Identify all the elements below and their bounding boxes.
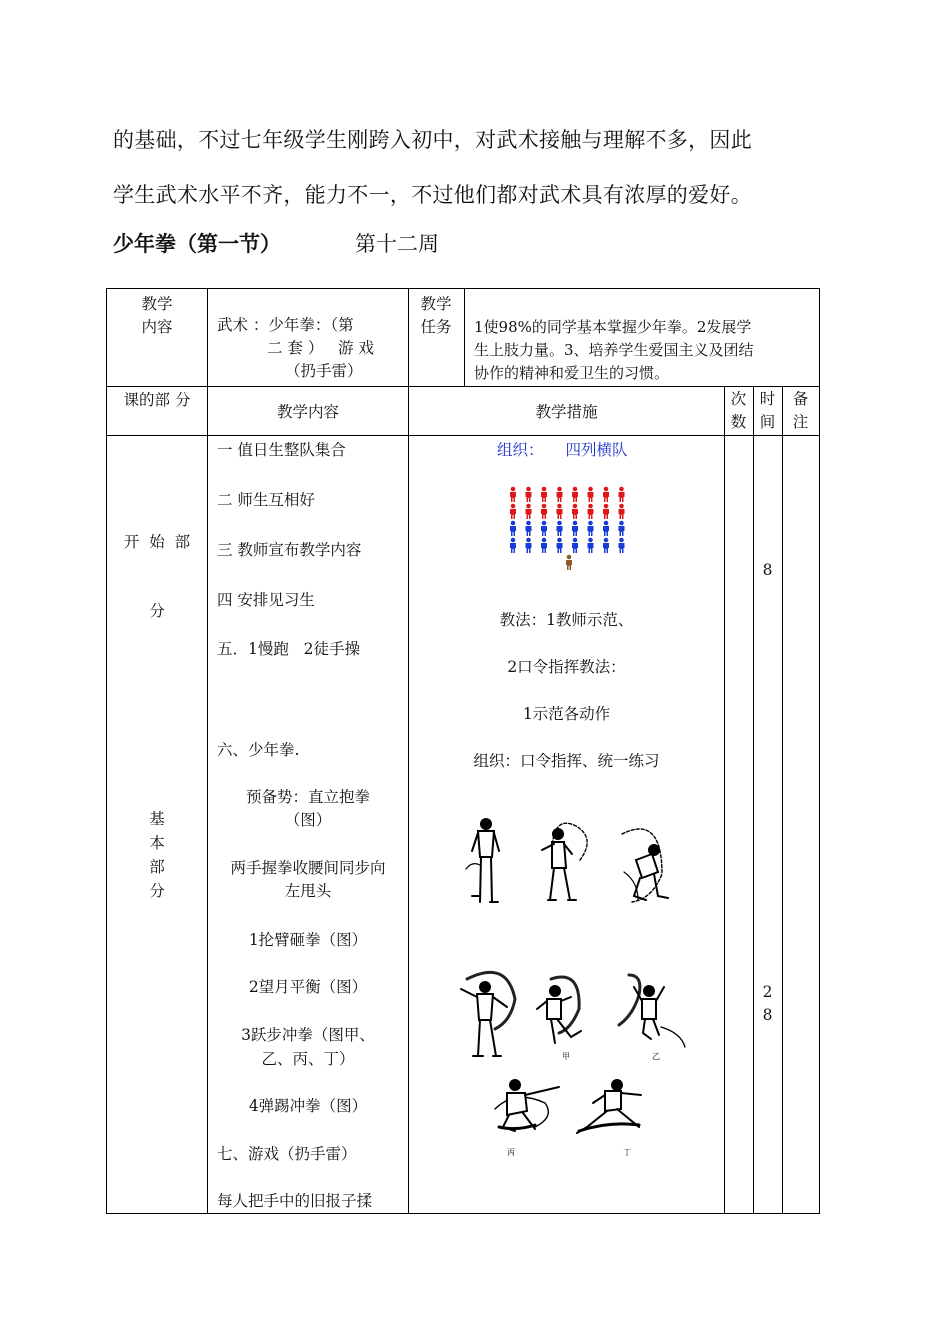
header-part: 课的部 分 [123,391,191,409]
content-item: （图） [284,811,332,829]
header-content: 教学内容 [276,403,339,421]
content-item: 一 值日生整队集合 [217,441,346,459]
header-note: 备 注 [792,390,809,431]
content-item: 六、少年拳. [217,741,300,759]
fig-label-yi: 乙 [652,1052,660,1061]
content-label: 教学 内容 [141,295,173,336]
student-figure [557,538,563,553]
student-figure [541,521,547,536]
part-start: 开 始 部 分 [123,533,191,620]
fig-label-ding: 丁 [623,1148,631,1157]
header-measures: 教学措施 [535,403,598,421]
student-figure [588,521,594,536]
student-figure [603,538,609,553]
content-item: 2望月平衡（图） [248,978,368,996]
lesson-title: 少年拳（第一节） [113,231,281,256]
student-figure [619,521,625,536]
student-figure [510,538,516,553]
org-value: 四列横队 [565,441,628,459]
method-line-1: 教法：1教师示范、 [499,611,634,629]
student-figure [572,504,578,519]
org-line-2: 组织：口令指挥、统一练习 [473,752,660,770]
student-figure [588,538,594,553]
student-figure [526,521,532,536]
wushu-figures-row-3 [487,1069,667,1159]
method-line-2: 2口令指挥教法： [507,658,626,676]
student-figure [572,521,578,536]
student-figure [588,504,594,519]
student-figure [557,487,563,502]
content-item: 七、游戏（扔手雷） [217,1145,357,1163]
intro-line-2: 学生武术水平不齐，能力不一，不过他们都对武术具有浓厚的爱好。 [113,183,752,207]
method-line-3: 1示范各动作 [522,705,611,723]
header-time: 时 间 [759,390,776,431]
fig-label-jia: 甲 [562,1052,570,1061]
part-basic: 基 本 部 分 [149,810,165,900]
time-start: 8 [762,561,773,579]
content-item: 每人把手中的旧报子揉 [217,1192,373,1210]
student-figure [526,504,532,519]
student-figure [510,487,516,502]
task-value: 1使98%的同学基本掌握少年拳。2发展学 生上肢力量。3、培养学生爱国主义及团结 协作的精神和爱卫生的习惯。 [474,318,754,382]
student-figure [572,487,578,502]
lesson-heading [113,228,439,258]
student-figure [510,504,516,519]
content-item: 三 教师宣布教学内容 [217,541,362,559]
intro-line-1: 的基础，不过七年级学生刚跨入初中，对武术接触与理解不多，因此 [113,128,752,152]
student-figure [619,487,625,502]
org-line [497,439,628,462]
student-figure [557,521,563,536]
student-figure [510,521,516,536]
student-figure [619,504,625,519]
student-figure [557,504,563,519]
content-item: 4弹踢冲拳（图） [248,1097,368,1115]
formation-diagram [507,483,637,573]
org-label: 组织： [497,441,544,459]
student-figure [572,538,578,553]
task-label: 教学 任务 [420,295,452,336]
student-figure [603,521,609,536]
header-times: 次 数 [730,390,747,431]
content-item: 1抡臂砸拳（图） [248,931,368,949]
student-figure [526,487,532,502]
content-item: 预备势：直立抱拳 [245,788,370,806]
content-item: 左甩头 [284,882,332,900]
student-figure [619,538,625,553]
time-basic: 2 8 [762,983,773,1024]
content-item: 二 师生互相好 [217,491,315,509]
teacher-figure [566,555,572,570]
content-item: 3跃步冲拳（图甲、 [241,1026,375,1044]
wushu-figures-row-1 [462,814,692,914]
student-figure [541,504,547,519]
student-figure [603,504,609,519]
student-figure [541,487,547,502]
student-figure [603,487,609,502]
content-value: 武术 ：少年拳：（第 二 套 ） 游 戏 （扔手雷） [217,316,375,380]
fig-label-bing: 丙 [507,1148,515,1157]
lesson-plan-table [106,288,820,1214]
wushu-figures-row-2 [447,969,692,1064]
content-item: 五．1慢跑 2徒手操 [217,640,361,658]
lesson-week: 第十二周 [355,232,439,256]
content-item: 四 安排见习生 [217,591,315,609]
student-figure [588,487,594,502]
student-figure [526,538,532,553]
content-item: 乙、丙、丁） [261,1050,355,1068]
student-figure [541,538,547,553]
content-item: 两手握拳收腰间同步向 [230,859,386,877]
